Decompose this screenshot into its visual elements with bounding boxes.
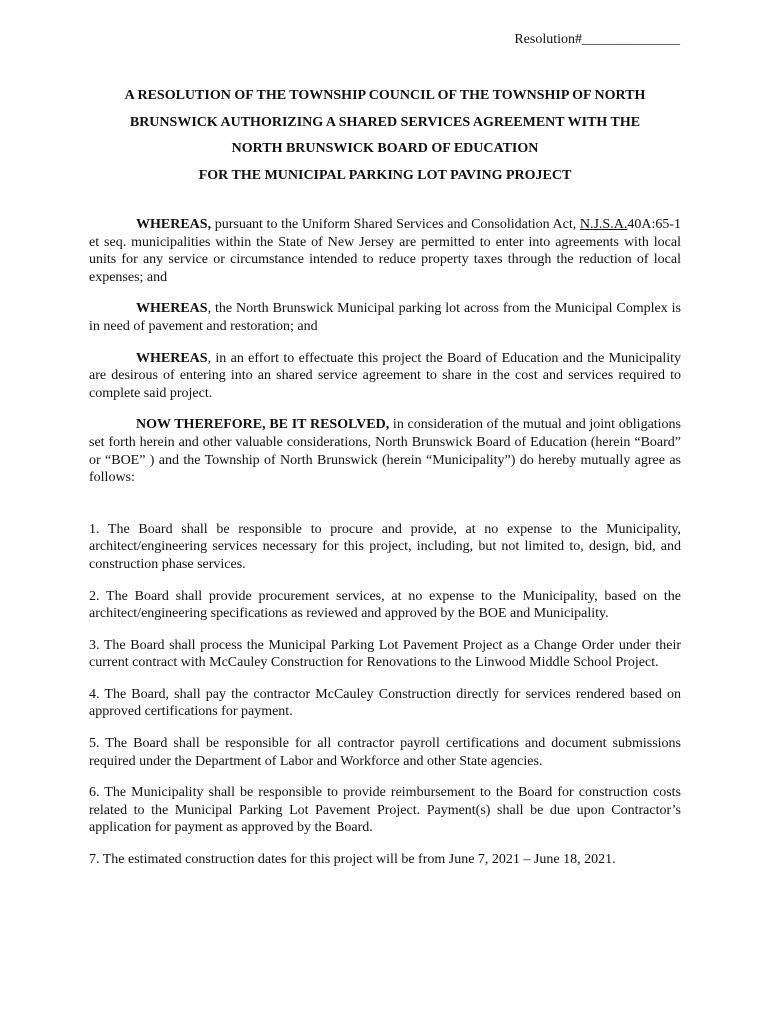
whereas-paragraph-3	[89, 350, 681, 403]
resolved-lead: NOW THEREFORE, BE IT RESOLVED,	[136, 417, 390, 433]
whereas-text: 40A:65-1 et seq. municipalities within the State of New Jersey are permitted to enter into agreements with local units for any service or circumstance intended to reduce property taxes through the reduction of local expenses; and	[89, 217, 681, 285]
whereas-text: , in an effort to effectuate this project the Board of Education and the Municipality are desirous of entering into an shared service agreement to share in the cost and services required to complete said project.	[89, 350, 681, 401]
title-line: FOR THE MUNICIPAL PARKING LOT PAVING PROJECT	[198, 167, 572, 183]
agreement-item-5: 5. The Board shall be responsible for all contractor payroll certifications and document submissions required under the Department of Labor and Workforce and other State agencies.	[89, 736, 681, 769]
resolved-text: in consideration of the mutual and joint obligations set forth herein and other valuable considerations, North Brunswick Board of Education (herein “Board” or “BOE” ) and the Township of North Brunswick (herein “Municipality”) do hereby mutually agree as follows:	[89, 417, 682, 486]
spacer	[89, 501, 681, 521]
resolved-paragraph	[89, 416, 681, 486]
agreement-item-3: 3. The Board shall process the Municipal Parking Lot Pavement Project as a Change Order under their current contract with McCauley Construction for Renovations to the Linwood Middle School Project.	[89, 637, 681, 671]
agreement-item-6: 6. The Municipality shall be responsible to provide reimbursement to the Board for construction costs related to the Municipal Parking Lot Pavement Project. Payment(s) shall be due upon Contractor’s application for payment as approved by the Board.	[89, 785, 681, 836]
resolution-body	[89, 216, 681, 883]
whereas-paragraph-1	[89, 216, 681, 286]
whereas-paragraph-2	[89, 300, 681, 335]
statute-reference: N.J.S.A.	[579, 217, 628, 232]
agreement-item-2: 2. The Board shall provide procurement services, at no expense to the Municipality, based on the architect/engineering specifications as reviewed and approved by the BOE and Municipality.	[89, 588, 681, 622]
whereas-text: pursuant to the Uniform Shared Services and Consolidation Act,	[211, 217, 580, 232]
title-line: BRUNSWICK AUTHORIZING A SHARED SERVICES AGREEMENT WITH THE	[129, 114, 641, 130]
whereas-text: , the North Brunswick Municipal parking lot across from the Municipal Complex is in need of pavement and restoration; and	[89, 301, 681, 334]
whereas-lead: WHEREAS	[136, 350, 208, 366]
agreement-item-1: 1. The Board shall be responsible to procure and provide, at no expense to the Municipality, architect/engineering services necessary for this project, including, but not limited to, design, bid, and construction phase services.	[89, 521, 681, 572]
title-line: A RESOLUTION OF THE TOWNSHIP COUNCIL OF THE TOWNSHIP OF NORTH	[124, 88, 646, 103]
title-line: NORTH BRUNSWICK BOARD OF EDUCATION	[231, 141, 539, 156]
whereas-lead: WHEREAS,	[136, 217, 212, 232]
resolution-number-label: Resolution#______________	[514, 32, 680, 47]
agreement-item-7: 7. The estimated construction dates for this project will be from June 7, 2021 – June 18, 2021.	[89, 852, 616, 868]
agreement-item-4: 4. The Board, shall pay the contractor McCauley Construction directly for services rendered based on approved certifications for payment.	[89, 686, 681, 720]
resolution-title	[60, 83, 710, 189]
whereas-lead: WHEREAS	[136, 301, 208, 317]
